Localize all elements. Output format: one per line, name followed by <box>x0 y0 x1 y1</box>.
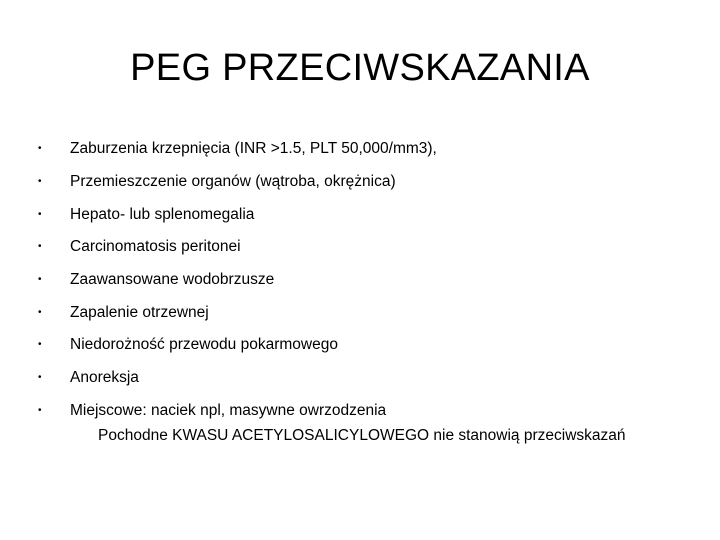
list-item-text: Przemieszczenie organów (wątroba, okrężnica) <box>70 173 396 191</box>
bullet-icon: • <box>38 372 42 384</box>
contraindication-list <box>38 133 698 427</box>
bullet-icon: • <box>38 404 42 416</box>
bullet-icon: • <box>38 208 42 220</box>
list-item <box>38 198 698 231</box>
list-item-text: Carcinomatosis peritonei <box>70 238 241 256</box>
list-item-text: Anoreksja <box>70 369 139 387</box>
bullet-icon: • <box>38 306 42 318</box>
slide-title: PEG PRZECIWSKAZANIA <box>130 47 590 89</box>
list-item <box>38 296 698 329</box>
bullet-icon: • <box>38 176 42 188</box>
list-item-text: Hepato- lub splenomegalia <box>70 205 255 223</box>
bullet-icon: • <box>38 241 42 253</box>
list-item-text: Zaburzenia krzepnięcia (INR >1.5, PLT 50,000/mm3), <box>70 140 437 158</box>
list-item <box>38 362 698 395</box>
bullet-icon: • <box>38 143 42 155</box>
list-item <box>38 264 698 297</box>
list-item <box>38 231 698 264</box>
bullet-icon: • <box>38 339 42 351</box>
list-item-text: Zapalenie otrzewnej <box>70 303 209 321</box>
footer-note: Pochodne KWASU ACETYLOSALICYLOWEGO nie stanowią przeciwskazań <box>98 427 626 444</box>
list-item <box>38 166 698 199</box>
list-item <box>38 329 698 362</box>
list-item-text: Zaawansowane wodobrzusze <box>70 271 275 289</box>
bullet-icon: • <box>38 274 42 286</box>
list-item <box>38 133 698 166</box>
list-item <box>38 395 698 428</box>
list-item-text: Niedorożność przewodu pokarmowego <box>70 336 338 354</box>
list-item-text: Miejscowe: naciek npl, masywne owrzodzenia <box>70 401 387 419</box>
